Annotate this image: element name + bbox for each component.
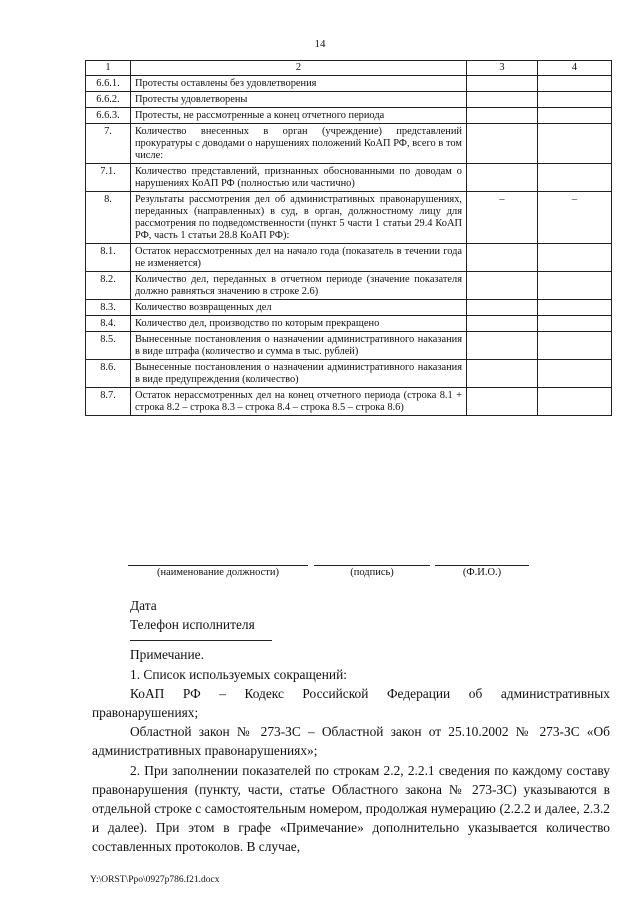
position-line	[128, 565, 308, 566]
row-value-col3	[467, 332, 538, 360]
row-value-col4	[538, 164, 612, 192]
row-number: 8.1.	[86, 244, 131, 272]
table-row	[86, 332, 612, 360]
row-value-col4	[538, 300, 612, 316]
header-cell-4: 4	[538, 61, 612, 76]
row-value-col3	[467, 108, 538, 124]
row-number: 8.2.	[86, 272, 131, 300]
row-description: Вынесенные постановления о назначении административного наказания в виде предупреждения (количество)	[131, 360, 467, 388]
phone-rule	[130, 640, 272, 641]
row-value-col3	[467, 244, 538, 272]
row-description: Количество внесенных в орган (учреждение) представлений прокуратуры с доводами о нарушениях положений КоАП РФ, всего в том числе:	[131, 124, 467, 164]
row-number: 8.5.	[86, 332, 131, 360]
table-header-row	[86, 61, 612, 76]
row-number: 8.4.	[86, 316, 131, 332]
table-row	[86, 108, 612, 124]
row-value-col4	[538, 316, 612, 332]
table-row	[86, 360, 612, 388]
row-value-col3	[467, 360, 538, 388]
row-value-col4	[538, 108, 612, 124]
row-value-col3	[467, 76, 538, 92]
page-number: 14	[314, 38, 326, 50]
table-row	[86, 316, 612, 332]
row-number: 7.	[86, 124, 131, 164]
row-value-col3	[467, 164, 538, 192]
row-number: 8.3.	[86, 300, 131, 316]
row-value-col4: –	[538, 192, 612, 244]
row-value-col4	[538, 76, 612, 92]
header-cell-3: 3	[467, 61, 538, 76]
row-value-col3	[467, 300, 538, 316]
row-description: Количество возвращенных дел	[131, 300, 467, 316]
row-description: Количество дел, переданных в отчетном периоде (значение показателя должно равняться значению в строке 2.6)	[131, 272, 467, 300]
table-row	[86, 192, 612, 244]
row-number: 6.6.1.	[86, 76, 131, 92]
row-value-col4	[538, 124, 612, 164]
header-cell-2: 2	[131, 61, 467, 76]
signature-line	[314, 565, 430, 566]
row-number: 8.6.	[86, 360, 131, 388]
row-value-col4	[538, 332, 612, 360]
row-value-col3	[467, 272, 538, 300]
note-1-heading: 1. Список используемых сокращений:	[130, 666, 347, 682]
name-line	[435, 565, 529, 566]
row-description: Остаток нерассмотренных дел на начало года (показатель в течении года не изменяется)	[131, 244, 467, 272]
note-1-koap: КоАП РФ – Кодекс Российской Федерации об административных правонарушениях;	[92, 685, 610, 721]
note-1-law: Областной закон № 273-ЗС – Областной закон от 25.10.2002 № 273-ЗС «Об административных правонарушениях»;	[92, 724, 610, 759]
row-number: 8.7.	[86, 388, 131, 416]
row-description: Вынесенные постановления о назначении административного наказания в виде штрафа (количество и сумма в тыс. рублей)	[131, 332, 467, 360]
position-caption: (наименование должности)	[156, 567, 280, 578]
row-number: 7.1.	[86, 164, 131, 192]
row-value-col4	[538, 360, 612, 388]
row-value-col3	[467, 316, 538, 332]
row-number: 6.6.3.	[86, 108, 131, 124]
notes-section	[92, 596, 610, 857]
row-value-col4	[538, 244, 612, 272]
table-row	[86, 164, 612, 192]
name-caption: (Ф.И.О.)	[462, 567, 502, 578]
table-row	[86, 244, 612, 272]
header-cell-1: 1	[86, 61, 131, 76]
table-row	[86, 76, 612, 92]
row-number: 6.6.2.	[86, 92, 131, 108]
row-value-col3	[467, 124, 538, 164]
note-title: Примечание.	[130, 647, 204, 663]
note-2: 2. При заполнении показателей по строкам 2.2, 2.2.1 сведения по каждому составу правонарушения (пункту, части, статье Областного закона № 273-ЗС) указываются в отдельной строке с самостоятельным номером, продолжая нумерацию (2.2.2 и далее, 2.3.2 и далее). При этом в графе «Примечание» дополнительно указывается количество составленных протоколов. В случае,	[92, 762, 610, 855]
row-value-col4	[538, 272, 612, 300]
row-value-col3	[467, 92, 538, 108]
row-value-col3	[467, 388, 538, 416]
signature-caption: (подпись)	[350, 567, 394, 578]
row-description: Остаток нерассмотренных дел на конец отчетного периода (строка 8.1 + строка 8.2 – строка 8.3 – строка 8.4 – строка 8.5 – строка 8.6)	[131, 388, 467, 416]
row-value-col4	[538, 388, 612, 416]
phone-label: Телефон исполнителя	[130, 617, 255, 633]
table-row	[86, 92, 612, 108]
row-value-col4	[538, 92, 612, 108]
table-row	[86, 272, 612, 300]
row-description: Результаты рассмотрения дел об административных правонарушениях, переданных (направленных) в суд, в орган, должностному лицу для рассмотрения по подведомственности (пункт 5 части 1 статьи 29.4 КоАП РФ, часть 1 статьи 28.8 КоАП РФ):	[131, 192, 467, 244]
report-table	[85, 60, 612, 416]
date-label: Дата	[130, 598, 157, 613]
row-description: Протесты удовлетворены	[131, 92, 467, 108]
table-row	[86, 300, 612, 316]
row-description: Количество дел, производство по которым прекращено	[131, 316, 467, 332]
footer-file-path: Y:\ORST\Ppo\0927p786.f21.docx	[90, 875, 220, 885]
table-row	[86, 124, 612, 164]
row-description: Количество представлений, признанных обоснованными по доводам о нарушениях КоАП РФ (полностью или частично)	[131, 164, 467, 192]
row-description: Протесты оставлены без удовлетворения	[131, 76, 467, 92]
row-number: 8.	[86, 192, 131, 244]
row-description: Протесты, не рассмотренные а конец отчетного периода	[131, 108, 467, 124]
table-row	[86, 388, 612, 416]
row-value-col3: –	[467, 192, 538, 244]
